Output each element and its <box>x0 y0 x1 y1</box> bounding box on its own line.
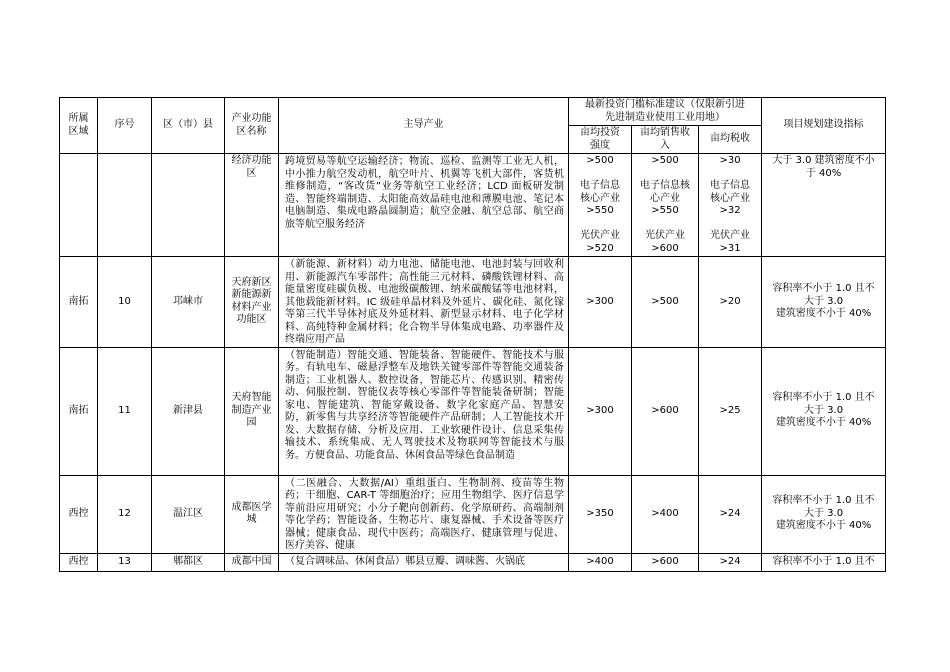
table-row <box>60 475 886 553</box>
cell-county: 郫都区 <box>152 553 225 571</box>
industry-investment-table <box>59 97 886 572</box>
header-tax: 亩均税收 <box>699 126 762 154</box>
cell-sales: >500 电子信息核 心产业 >550 光伏产业 >600 <box>632 154 699 257</box>
cell-region: 西控 <box>60 553 98 571</box>
table-header-row-1 <box>60 98 886 126</box>
cell-region: 西控 <box>60 475 98 553</box>
cell-indicator: 容积率不小于 1.0 且不 <box>762 553 886 571</box>
cell-zone: 经济功能 区 <box>225 154 279 257</box>
cell-county: 温江区 <box>152 475 225 553</box>
cell-region <box>60 154 98 257</box>
cell-industry: （新能源、新材料）动力电池、储能电池、电池封装与回收利用、新能源汽车零部件；高性能三元材料、磷酸铁锂材料、高能量密度硅碳负极、电池级碳酸锂、纳米碳酸锰等电池材料，其他载能新材料。IC 级硅单晶材料及外延片、碳化硅、氮化镓等第三代半导体衬底及外延材料、新型显示材料、电子化学材料、高纯特种金属材料；化合物半导体集成电路、功率器件及终端应用产品 <box>279 257 569 348</box>
header-sales: 亩均销售收 入 <box>632 126 699 154</box>
cell-indicator: 容积率不小于 1.0 且不 大于 3.0 建筑密度不小于 40% <box>762 475 886 553</box>
header-invest: 亩均投资 强度 <box>569 126 632 154</box>
cell-region: 南拓 <box>60 257 98 348</box>
cell-tax: >24 <box>699 475 762 553</box>
table-row <box>60 553 886 571</box>
cell-invest: >350 <box>569 475 632 553</box>
header-county: 区（市）县 <box>152 98 225 154</box>
cell-tax: >20 <box>699 257 762 348</box>
cell-zone: 天府新区 新能源新 材料产业 功能区 <box>225 257 279 348</box>
header-industry: 主导产业 <box>279 98 569 154</box>
cell-indicator: 容积率不小于 1.0 且不 大于 3.0 建筑密度不小于 40% <box>762 347 886 475</box>
header-indicator: 项目规划建设指标 <box>762 98 886 154</box>
cell-tax: >30 电子信息 核心产业 >32 光伏产业 >31 <box>699 154 762 257</box>
cell-industry: （智能制造）智能交通、智能装备、智能硬件、智能技术与服务。有轨电车、磁悬浮整车及地铁关键零部件等智能交通装备制造；工业机器人、数控设备，智能芯片、传感识别、精密传动、伺服控制、智能仪表等核心零部件等智能装备研制；智能家电、智能建筑、智能穿戴设备、数字化家庭产品、智慧安防，新零售与共享经济等智能硬件产品研制；人工智能技术开发、大数据存储、分析及应用、工业软硬件设计、信息采集传输技术、系统集成、无人驾驶技术及物联网等智能技术与服务。方便食品、功能食品、休闲食品等绿色食品制造 <box>279 347 569 475</box>
cell-tax: >25 <box>699 347 762 475</box>
table-row <box>60 347 886 475</box>
cell-indicator: 容积率不小于 1.0 且不 大于 3.0 建筑密度不小于 40% <box>762 257 886 348</box>
cell-invest: >300 <box>569 347 632 475</box>
cell-zone: 成都中国 <box>225 553 279 571</box>
cell-sales: >500 <box>632 257 699 348</box>
cell-sales: >400 <box>632 475 699 553</box>
cell-seq: 11 <box>98 347 152 475</box>
cell-sales: >600 <box>632 347 699 475</box>
cell-county: 新津县 <box>152 347 225 475</box>
cell-seq <box>98 154 152 257</box>
cell-industry: 跨境贸易等航空运输经济；物流、巡检、监测等工业无人机，中小推力航空发动机，航空叶片、机翼等飞机大部件，客货机维修制造，“客改货”业务等航空工业经济；LCD 面板研发制造、智能终端制造、太阳能高效晶硅电池和薄膜电池、笔记本电脑制造、集成电路晶圆制造；航空金融、航空总部、航空商旅等航空服务经济 <box>279 154 569 257</box>
cell-sales: >600 <box>632 553 699 571</box>
cell-county <box>152 154 225 257</box>
cell-seq: 12 <box>98 475 152 553</box>
cell-industry: （二医融合、大数据/AI）重组蛋白、生物制剂、疫苗等生物药；干细胞、CAR-T 等细胞治疗；应用生物组学、医疗信息学等前沿应用研究；小分子靶向创新药、化学原研药、高端制剂等化学药；智能设备、生物芯片、康复器械、手术设备等医疗器械；健康食品、现代中医药；高端医疗、健康管理与促进、医疗美容、健康 <box>279 475 569 553</box>
header-region: 所属 区域 <box>60 98 98 154</box>
header-threshold-group: 最新投资门槛标准建议（仅限新引进 先进制造业使用工业用地） <box>569 98 762 126</box>
cell-zone: 天府智能 制造产业 园 <box>225 347 279 475</box>
table-row <box>60 154 886 257</box>
cell-seq: 13 <box>98 553 152 571</box>
header-seq: 序号 <box>98 98 152 154</box>
cell-county: 邛崃市 <box>152 257 225 348</box>
table-row <box>60 257 886 348</box>
cell-indicator: 大于 3.0 建筑密度不小 于 40% <box>762 154 886 257</box>
cell-invest: >400 <box>569 553 632 571</box>
header-zone: 产业功能 区名称 <box>225 98 279 154</box>
cell-invest: >500 电子信息 核心产业 >550 光伏产业 >520 <box>569 154 632 257</box>
cell-zone: 成都医学 城 <box>225 475 279 553</box>
cell-seq: 10 <box>98 257 152 348</box>
cell-region: 南拓 <box>60 347 98 475</box>
cell-industry: （复合调味品、休闲食品）郫县豆瓣、调味酱、火锅底 <box>279 553 569 571</box>
cell-tax: >24 <box>699 553 762 571</box>
cell-invest: >300 <box>569 257 632 348</box>
